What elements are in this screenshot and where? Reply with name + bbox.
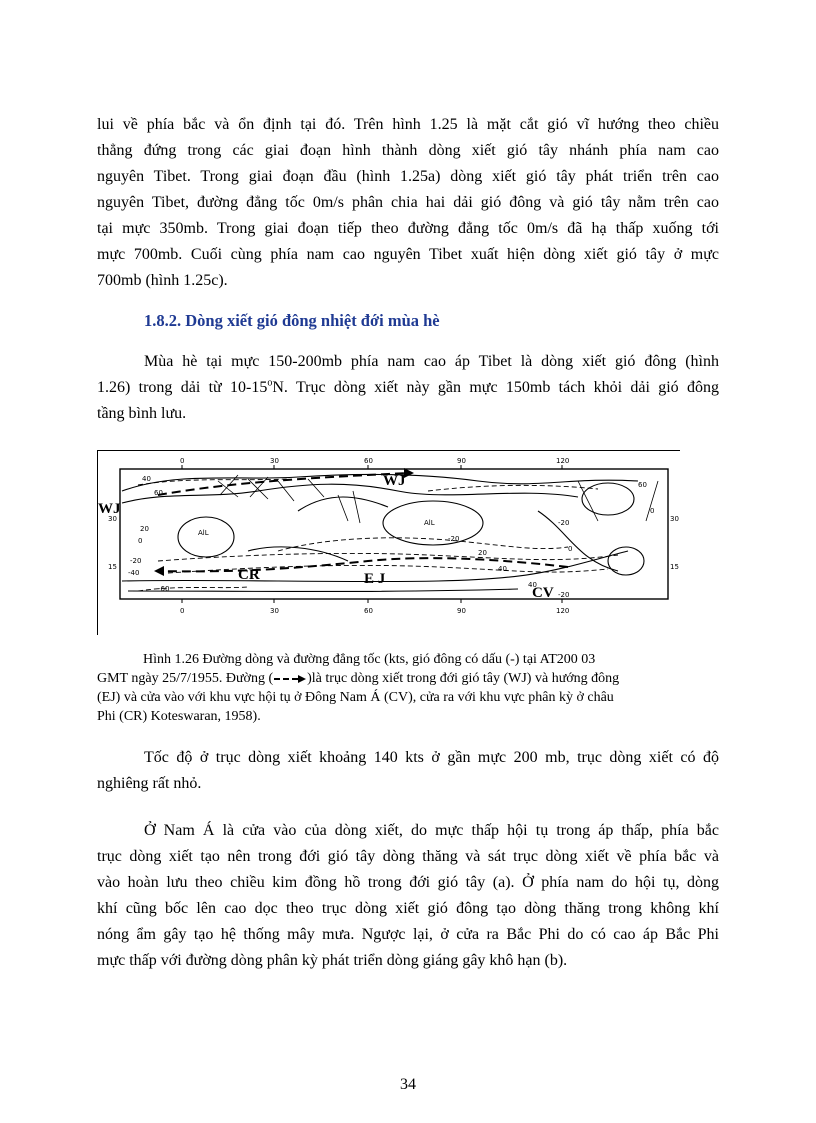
text-line: mực thấp với đường dòng phân kỳ phát triển dòng giáng gây khô hạn (b).	[97, 952, 568, 969]
paragraph-2	[97, 349, 719, 427]
streamline	[122, 474, 638, 491]
dashed-arrow-icon	[273, 674, 307, 684]
isotach-line	[158, 553, 618, 561]
contour-value: 40	[528, 581, 537, 589]
streamline	[122, 484, 578, 503]
degree-superscript: o	[267, 377, 273, 389]
contour-value: 40	[142, 475, 151, 483]
text-line: Mùa hè tại mực 150-200mb phía nam cao áp Tibet là dòng xiết gió đông (hình	[144, 353, 719, 370]
text-fragment: 1.26) trong dải từ 10-15	[97, 379, 268, 396]
bottom-tick-label: 0	[180, 607, 185, 615]
bottom-tick-label: 120	[556, 607, 570, 615]
westerly-jet-left-label: WJ	[98, 501, 121, 517]
right-tick-label: 30	[670, 515, 679, 523]
contour-value: -20	[130, 557, 142, 565]
page-number: 34	[400, 1076, 416, 1093]
isotach-line	[138, 587, 248, 591]
anticyclone-streamline	[178, 517, 234, 557]
streamline	[128, 589, 518, 592]
text-line: tại mực 350mb. Trong giai đoạn tiếp theo đường đẳng tốc 0m/s đã hạ thấp xuống tới	[97, 220, 719, 237]
contour-value: 40	[498, 565, 507, 573]
bottom-tick-label: 90	[457, 607, 466, 615]
text-line: thẳng đứng trong các giai đoạn hình thành dòng xiết gió tây nhánh phía nam cao	[97, 142, 719, 159]
contour-value: -60	[158, 585, 170, 593]
bottom-tick-label: 60	[364, 607, 373, 615]
anticyclone-label: AlL	[424, 519, 435, 527]
contour-value: -20	[448, 535, 460, 543]
contour-value: 0	[650, 507, 655, 515]
caption-line	[97, 669, 719, 688]
contour-value: 60	[638, 481, 647, 489]
contour-value: -40	[128, 569, 140, 577]
contour-value: 0	[568, 545, 573, 553]
paragraph-4	[97, 818, 719, 974]
caption-line: (EJ) và cửa vào với khu vực hội tụ ở Đông Nam Á (CV), cửa ra với khu vực phân kỳ ở châu	[97, 690, 614, 705]
text-line: Ở Nam Á là cửa vào của dòng xiết, do mực thấp hội tụ trong áp thấp, phía bắc	[144, 822, 719, 839]
caption-line: Phi (CR) Koteswaran, 1958).	[97, 709, 261, 724]
contour-value: -20	[558, 591, 570, 599]
section-heading: 1.8.2. Dòng xiết gió đông nhiệt đới mùa hè	[144, 311, 440, 330]
paragraph-3	[97, 745, 719, 797]
paragraph-1	[97, 112, 719, 294]
contour-value: 60	[154, 489, 163, 497]
westerly-jet-axis	[158, 473, 408, 495]
caption-line: Hình 1.26 Đường dòng và đường đẳng tốc (kts, gió đông có dấu (-) tại AT200 03	[143, 652, 596, 667]
right-tick-label: 15	[670, 563, 679, 571]
text-line: nguyên Tibet, đường đẳng tốc 0m/s phân chia hai dải gió đông và gió tây nằm trên cao	[97, 194, 719, 211]
text-line: lui về phía bắc và ổn định tại đó. Trên hình 1.25 là mặt cắt gió vĩ hướng theo chiều	[97, 116, 719, 133]
top-tick-label: 30	[270, 457, 279, 465]
left-tick-label: 30	[108, 515, 117, 523]
contour-value: 0	[138, 537, 143, 545]
text-line: trục dòng xiết tạo nên trong đới gió tây dòng thăng và sát trục dòng xiết về phía bắc và	[97, 848, 719, 865]
text-line: tầng bình lưu.	[97, 405, 187, 422]
streamline-isotach-map	[97, 450, 680, 635]
caption-fragment: )là trục dòng xiết trong đới gió tây (WJ) và hướng đông	[307, 671, 620, 686]
text-line	[97, 375, 719, 401]
text-line: 700mb (hình 1.25c).	[97, 272, 228, 289]
top-tick-label: 60	[364, 457, 373, 465]
text-line: nóng ẩm gây tạo hệ thống mây mưa. Ngược lại, ở cửa ra Bắc Phi do có cao áp Bắc Phi	[97, 926, 719, 943]
contour-value: 20	[140, 525, 149, 533]
map-svg	[98, 451, 680, 635]
bottom-tick-label: 30	[270, 607, 279, 615]
left-tick-label: 15	[108, 563, 117, 571]
text-line: mực 700mb. Cuối cùng phía nam cao nguyên Tibet xuất hiện dòng xiết gió tây ở mực	[97, 246, 719, 263]
text-fragment: N. Trục dòng xiết này gần mực 150mb tách khỏi dải gió đông	[272, 379, 719, 396]
text-line: nghiêng rất nhỏ.	[97, 775, 202, 792]
contour-value: 20	[478, 549, 487, 557]
anticyclone-label: AlL	[198, 529, 209, 537]
top-tick-label: 0	[180, 457, 185, 465]
text-line: khí cũng bốc lên cao dọc theo trục dòng xiết gió đông tạo dòng thăng trong không khí	[97, 900, 719, 917]
top-tick-label: 90	[457, 457, 466, 465]
isotach-line	[428, 485, 598, 491]
streamline	[538, 511, 618, 571]
westerly-jet-label: WJ	[383, 473, 406, 489]
easterly-jet-label: E J	[364, 571, 386, 587]
figure-caption	[97, 650, 719, 726]
jet-arrowhead	[154, 566, 164, 576]
jet-exit-label: CR	[238, 567, 260, 583]
text-line: vào hoàn lưu theo chiều kim đồng hồ trong đới gió tây (a). Ở phía nam do hội tụ, dòng	[97, 874, 719, 891]
top-tick-label: 120	[556, 457, 570, 465]
jet-entrance-label: CV	[532, 585, 554, 601]
text-line: nguyên Tibet. Trong giai đoạn đầu (hình 1.25a) dòng xiết gió tây phát triển trên cao	[97, 168, 719, 185]
text-line: Tốc độ ở trục dòng xiết khoảng 140 kts ở gần mực 200 mb, trục dòng xiết có độ	[144, 749, 719, 766]
caption-fragment: GMT ngày 25/7/1955. Đường (	[97, 671, 274, 686]
contour-value: -20	[558, 519, 570, 527]
